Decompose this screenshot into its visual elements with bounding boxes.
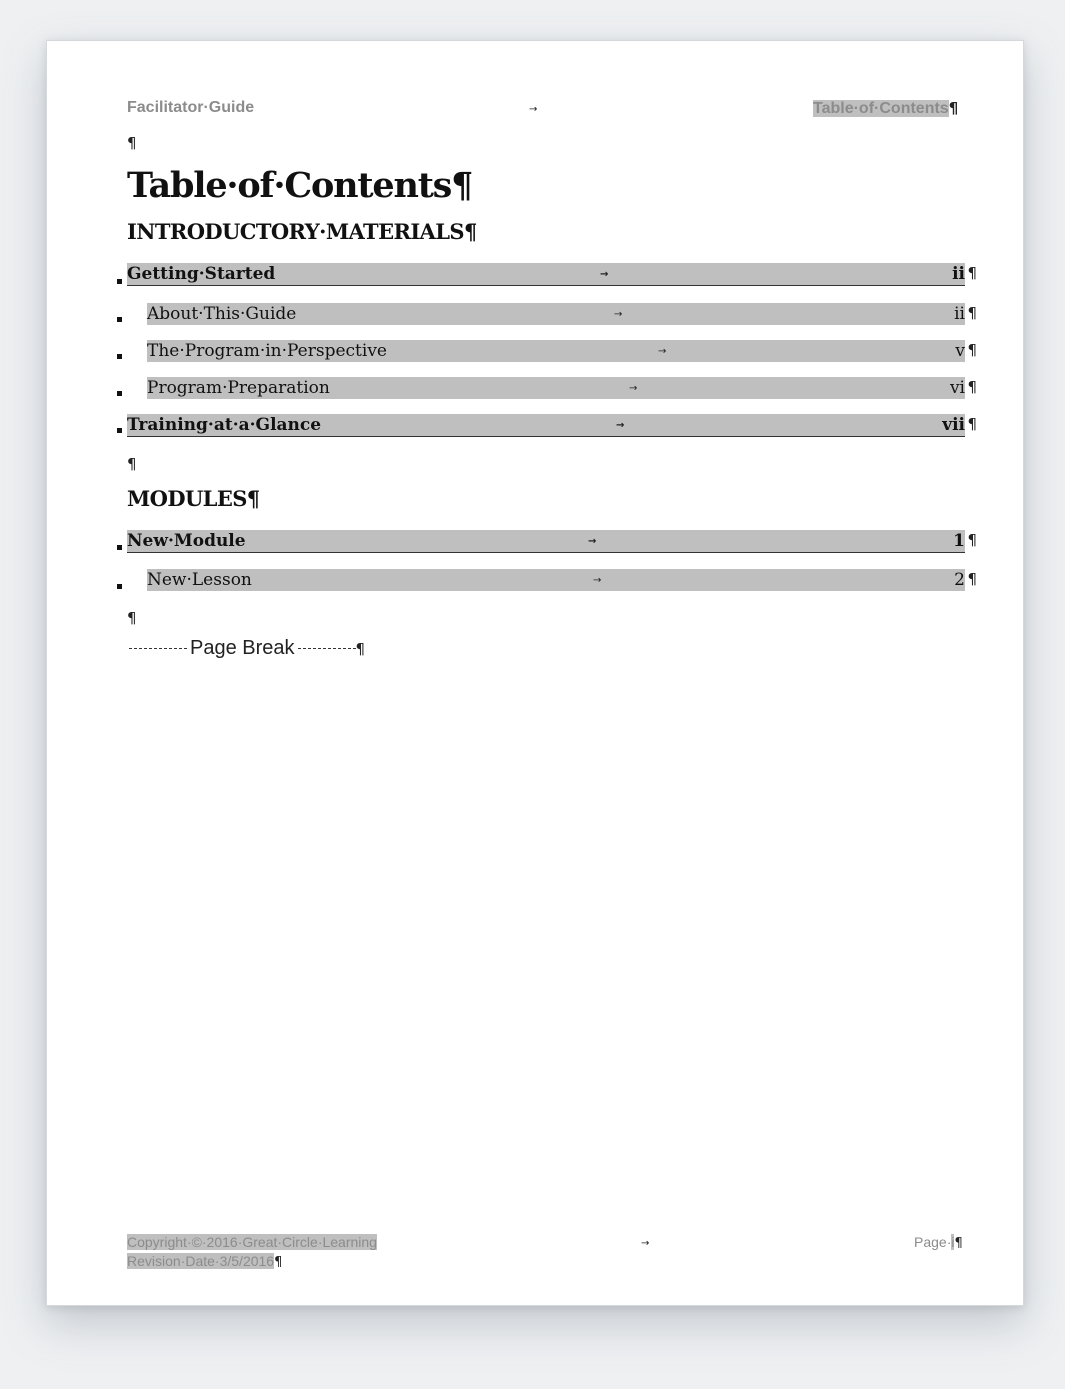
footer-tab-arrow: → — [641, 1238, 650, 1249]
paragraph-marker — [117, 279, 122, 284]
header-left: Facilitator·Guide — [127, 99, 255, 116]
footer-revision — [127, 1253, 282, 1270]
toc-entry-text: The·Program·in·Perspective — [147, 341, 387, 361]
document-page — [46, 40, 1024, 1306]
toc-entry-page: 2 — [954, 570, 965, 590]
tab-arrow: → — [616, 420, 625, 431]
page-break-dashes — [298, 648, 356, 649]
footer-copyright-text: Copyright·©·2016·Great·Circle·Learning — [127, 1234, 377, 1250]
footer-copyright — [127, 1234, 377, 1250]
empty-paragraph: ¶ — [127, 609, 137, 627]
pilcrow-mark: ¶ — [967, 341, 977, 359]
section-heading-modules[interactable]: MODULES¶ — [127, 486, 260, 511]
toc-entry-page: vii — [942, 415, 965, 435]
pilcrow-mark: ¶ — [948, 99, 959, 117]
pilcrow-mark: ¶ — [967, 304, 977, 322]
pilcrow-mark: ¶ — [967, 378, 977, 396]
toc-entry-about-this-guide[interactable] — [147, 303, 977, 325]
toc-entry-text: New·Lesson — [147, 570, 252, 590]
paragraph-marker — [117, 391, 122, 396]
toc-entry-program-in-perspective[interactable] — [147, 340, 977, 362]
toc-entry-text: About·This·Guide — [147, 304, 297, 324]
footer-page-value: i — [951, 1234, 955, 1250]
toc-entry-new-lesson[interactable] — [147, 569, 977, 591]
toc-entry-page: ii — [952, 264, 965, 284]
toc-entry-training-at-a-glance[interactable] — [127, 414, 977, 437]
pilcrow-mark: ¶ — [355, 640, 366, 658]
section-heading-intro[interactable]: INTRODUCTORY·MATERIALS¶ — [127, 219, 477, 244]
toc-entry-text: Program·Preparation — [147, 378, 330, 398]
footer-revision-text: Revision·Date·3/5/2016 — [127, 1253, 275, 1269]
page-break-label: Page Break — [190, 637, 295, 659]
paragraph-marker — [117, 428, 122, 433]
tab-arrow: → — [600, 269, 609, 280]
pilcrow-mark: ¶ — [967, 570, 977, 588]
toc-entry-text: Getting·Started — [127, 264, 276, 284]
header-tab-arrow: → — [529, 104, 538, 115]
toc-entry-page: v — [955, 341, 965, 361]
toc-entry-new-module[interactable] — [127, 530, 977, 553]
pilcrow-mark: ¶ — [967, 531, 977, 549]
toc-entry-program-preparation[interactable] — [147, 377, 977, 399]
page-title[interactable]: Table·of·Contents¶ — [127, 165, 473, 206]
toc-entry-page: ii — [954, 304, 965, 324]
toc-entry-getting-started[interactable] — [127, 263, 977, 286]
tab-arrow: → — [588, 536, 597, 547]
pilcrow-mark: ¶ — [274, 1255, 283, 1270]
page-break-dashes — [129, 648, 187, 649]
empty-paragraph: ¶ — [127, 134, 137, 152]
paragraph-marker — [117, 354, 122, 359]
pilcrow-mark: ¶ — [967, 415, 977, 433]
tab-arrow: → — [629, 383, 638, 394]
tab-arrow: → — [593, 575, 602, 586]
toc-entry-page: 1 — [953, 531, 965, 551]
paragraph-marker — [117, 584, 122, 589]
paragraph-marker — [117, 317, 122, 322]
page-break[interactable] — [129, 637, 365, 660]
toc-entry-text: Training·at·a·Glance — [127, 415, 322, 435]
header-right-text: Table·of·Contents — [813, 100, 949, 117]
pilcrow-mark: ¶ — [967, 264, 977, 282]
pilcrow-mark: ¶ — [954, 1236, 963, 1251]
empty-paragraph: ¶ — [127, 455, 137, 473]
header-right — [813, 99, 958, 118]
toc-entry-text: New·Module — [127, 531, 246, 551]
tab-arrow: → — [658, 346, 667, 357]
tab-arrow: → — [614, 309, 623, 320]
footer-page-number — [914, 1234, 963, 1251]
footer-page-label: Page· — [914, 1234, 952, 1250]
paragraph-marker — [117, 545, 122, 550]
toc-entry-page: vi — [949, 378, 965, 398]
